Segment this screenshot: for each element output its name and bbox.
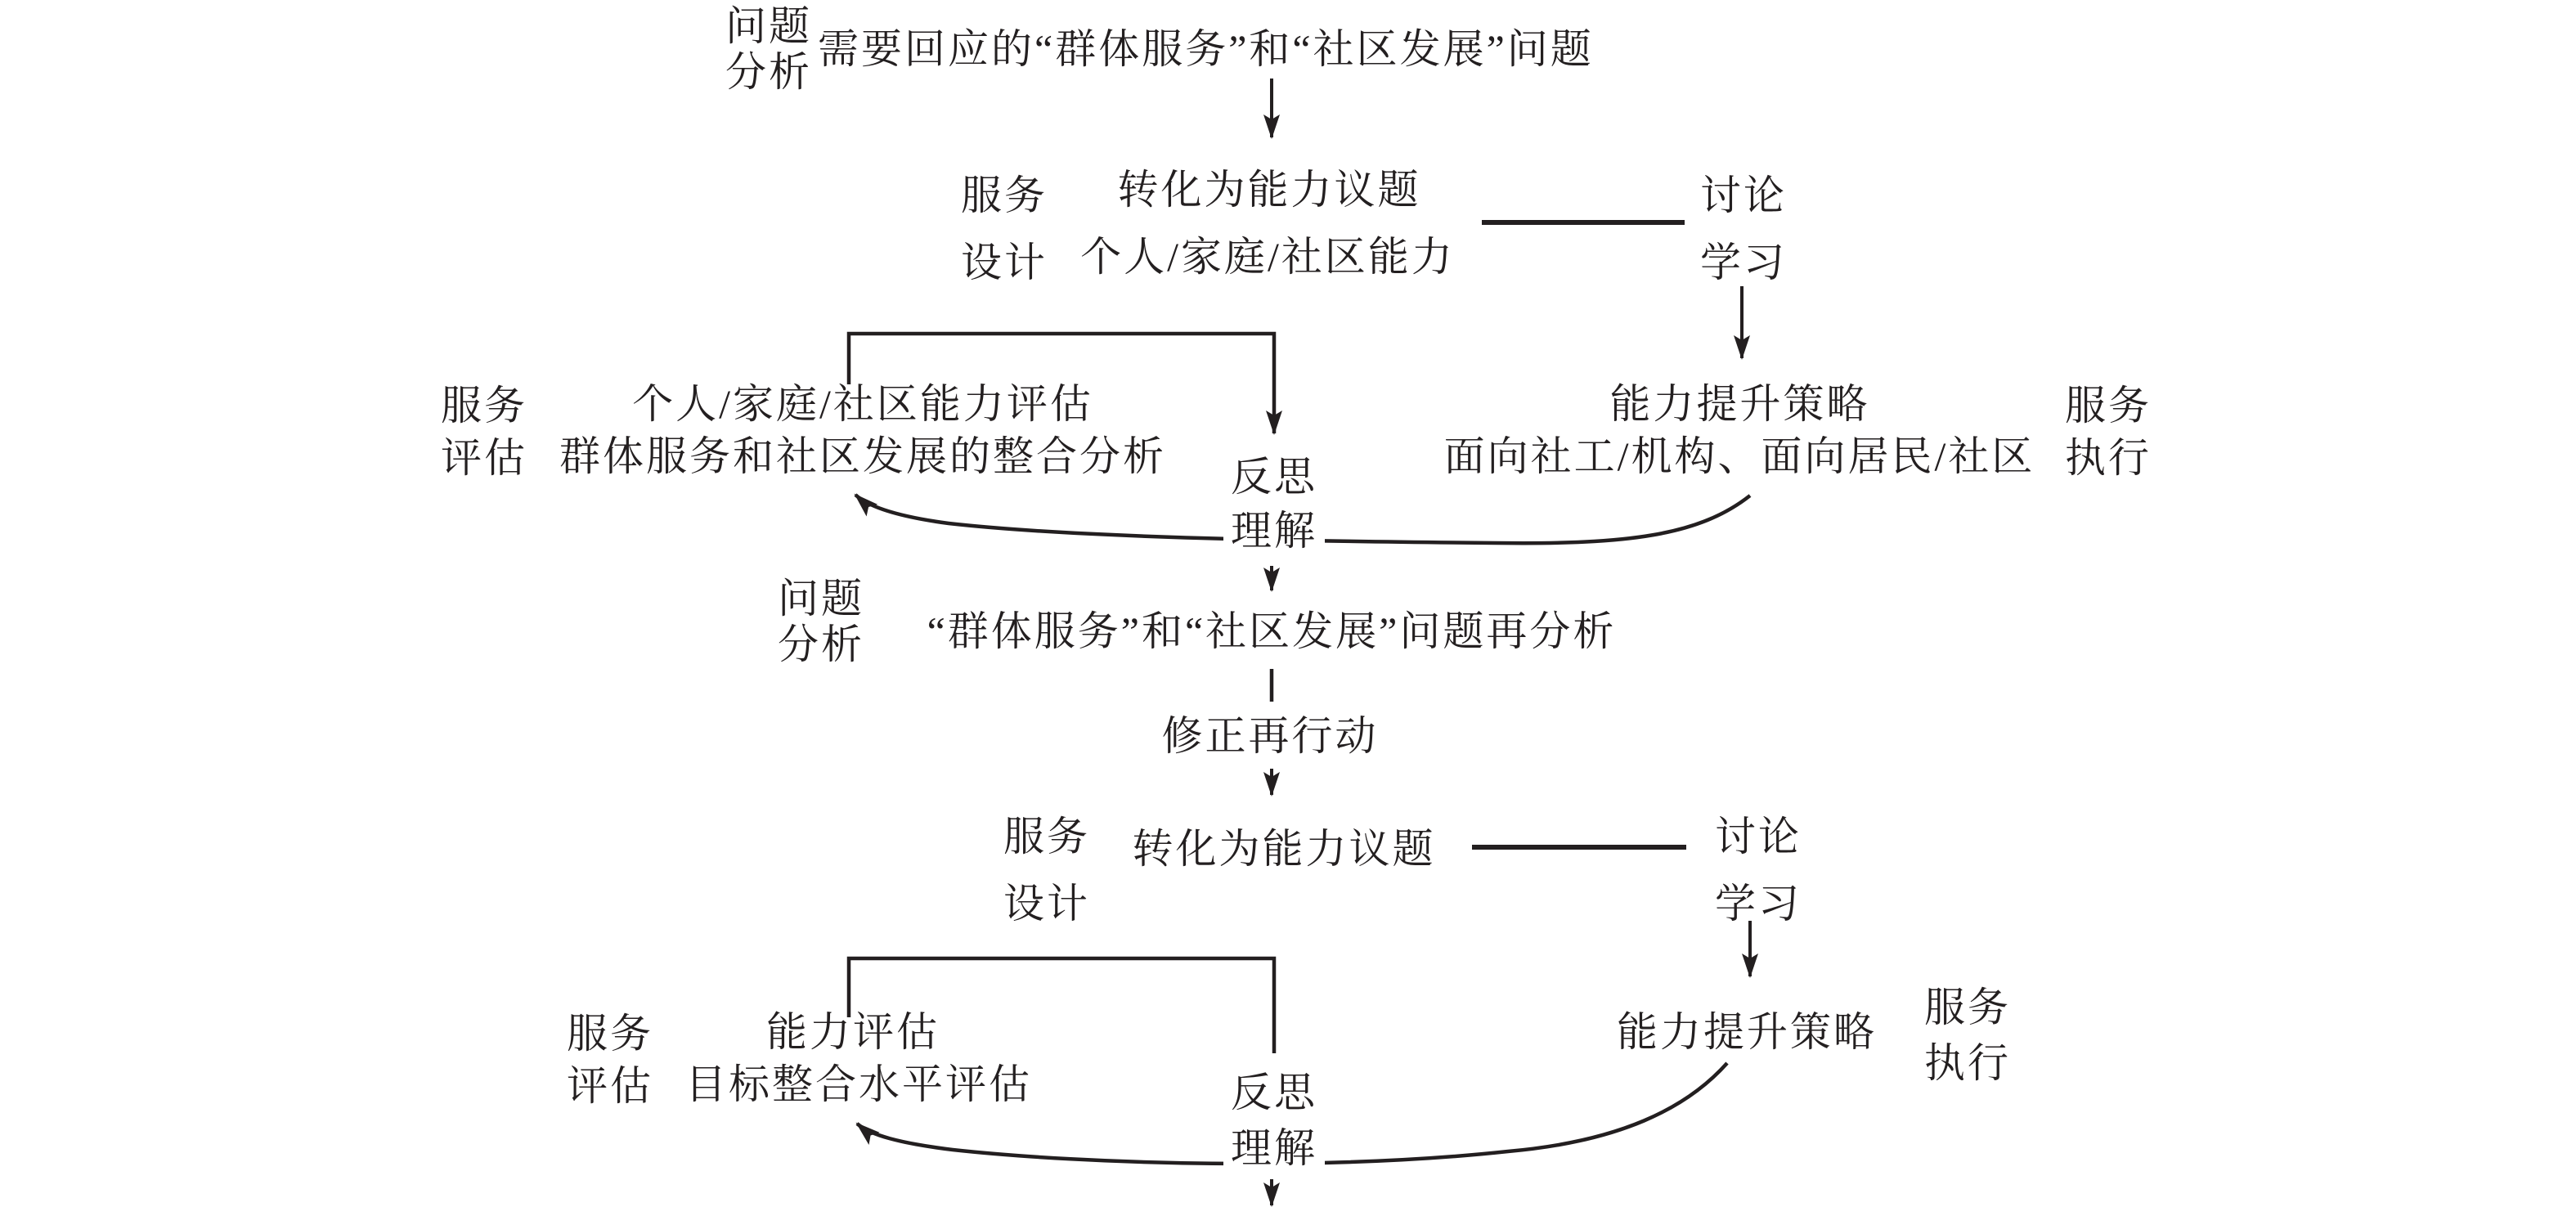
c1-discuss-learn-label <box>1698 162 1789 296</box>
c1-design-capacity-text: 个人/家庭/社区能力 <box>1080 234 1455 280</box>
c2-problem-text: “群体服务”和“社区发展”问题再分析 <box>927 608 1617 654</box>
c1-discuss-learn-line2: 学习 <box>1700 240 1787 285</box>
c1-service-evaluate-line1: 服务 <box>441 383 527 429</box>
c1-problem-text: 需要回应的“群体服务”和“社区发展”问题 <box>818 26 1594 72</box>
c1-strategy-title-text: 能力提升策略 <box>1609 381 1870 427</box>
c1-service-design-line2: 设计 <box>961 240 1048 285</box>
c1-service-execute-line1: 服务 <box>2065 383 2152 429</box>
c2-revise-act-text: 修正再行动 <box>1161 713 1379 759</box>
c2-service-design-line2: 设计 <box>1003 881 1090 927</box>
c2-service-design-line1: 服务 <box>1003 814 1090 859</box>
c1-strategy-targets-text: 面向社工/机构、面向居民/社区 <box>1443 433 2035 479</box>
c1-evaluate-integration-text: 群体服务和社区发展的整合分析 <box>559 433 1166 479</box>
c2-evaluate-integration-text: 目标整合水平评估 <box>685 1061 1032 1107</box>
c1-reflect-understand-line2: 理解 <box>1231 508 1317 554</box>
c2-service-execute-label <box>1920 980 2015 1091</box>
c1-service-execute-label <box>2061 379 2156 484</box>
c2-discuss-learn-line2: 学习 <box>1715 881 1802 927</box>
c2-reflect-understand-line1: 反思 <box>1231 1070 1317 1115</box>
c1-problem-analysis-line1: 问题 <box>725 3 812 49</box>
c2-problem-analysis-line1: 问题 <box>778 576 864 621</box>
c1-discuss-learn-line1: 讨论 <box>1700 173 1787 218</box>
c1-problem-analysis-line2: 分析 <box>725 49 812 95</box>
c2-reflect-understand-label <box>1223 1065 1325 1176</box>
c1-service-evaluate-label <box>437 379 532 484</box>
c1-problem-analysis-label <box>720 3 818 95</box>
c1-reflect-understand-line1: 反思 <box>1231 454 1317 500</box>
c2-evaluate-capacity-text: 能力评估 <box>766 1009 940 1055</box>
c2-problem-analysis-label <box>772 576 870 667</box>
c2-service-design-label <box>996 803 1097 937</box>
c2-discuss-learn-label <box>1712 803 1804 937</box>
c1-service-evaluate-line2: 评估 <box>441 435 527 481</box>
c2-reflect-understand-line2: 理解 <box>1231 1125 1317 1171</box>
c1-evaluate-capacity-text: 个人/家庭/社区能力评估 <box>632 381 1093 427</box>
c2-service-evaluate-label <box>563 1007 657 1112</box>
c2-design-topic-text: 转化为能力议题 <box>1132 826 1436 872</box>
c1-reflect-understand-label <box>1223 450 1325 558</box>
c1-design-topic-text: 转化为能力议题 <box>1117 167 1421 213</box>
c2-service-execute-line1: 服务 <box>1924 985 2011 1030</box>
c2-problem-analysis-line2: 分析 <box>778 621 864 667</box>
c2-service-evaluate-line1: 服务 <box>567 1011 653 1057</box>
c2-service-evaluate-line2: 评估 <box>567 1063 653 1109</box>
c2-strategy-title-text: 能力提升策略 <box>1617 1009 1877 1055</box>
c1-service-design-label <box>954 162 1055 296</box>
c2-discuss-learn-line1: 讨论 <box>1715 814 1802 859</box>
c2-service-execute-line2: 执行 <box>1924 1040 2011 1086</box>
c1-service-design-line1: 服务 <box>961 173 1048 218</box>
c1-service-execute-line2: 执行 <box>2065 435 2152 481</box>
